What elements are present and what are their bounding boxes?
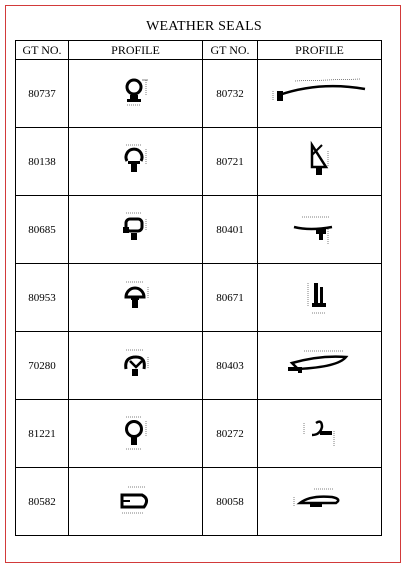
gt-number: 80685 — [16, 196, 69, 264]
profile-drawing-80272 — [258, 400, 382, 468]
gt-number: 80721 — [203, 128, 258, 196]
profile-drawing-80685 — [69, 196, 203, 264]
profile-drawing-80401 — [258, 196, 382, 264]
table-row — [16, 196, 382, 264]
profile-drawing-80732 — [258, 60, 382, 128]
profile-drawing-70280 — [69, 332, 203, 400]
gt-number: 81221 — [16, 400, 69, 468]
table-row — [16, 400, 382, 468]
gt-number: 80582 — [16, 468, 69, 536]
gt-number: 80732 — [203, 60, 258, 128]
weather-seals-table — [15, 40, 382, 536]
table-row — [16, 332, 382, 400]
table-row — [16, 468, 382, 536]
profile-drawing-80582 — [69, 468, 203, 536]
profile-drawing-81221 — [69, 400, 203, 468]
gt-number: 80272 — [203, 400, 258, 468]
gt-number: 80737 — [16, 60, 69, 128]
gt-number: 70280 — [16, 332, 69, 400]
table-row — [16, 264, 382, 332]
header-gt-no-left: GT NO. — [16, 41, 69, 60]
header-row — [16, 41, 382, 60]
gt-number: 80671 — [203, 264, 258, 332]
gt-number: 80058 — [203, 468, 258, 536]
profile-drawing-80671 — [258, 264, 382, 332]
table-row — [16, 60, 382, 128]
table-row — [16, 128, 382, 196]
header-gt-no-right: GT NO. — [203, 41, 258, 60]
profile-drawing-80138 — [69, 128, 203, 196]
gt-number: 80401 — [203, 196, 258, 264]
profile-drawing-80721 — [258, 128, 382, 196]
header-profile-right: PROFILE — [258, 41, 382, 60]
profile-drawing-80953 — [69, 264, 203, 332]
gt-number: 80953 — [16, 264, 69, 332]
gt-number: 80403 — [203, 332, 258, 400]
page-title: WEATHER SEALS — [146, 19, 262, 34]
profile-drawing-80737 — [69, 60, 203, 128]
header-profile-left: PROFILE — [69, 41, 203, 60]
profile-drawing-80403 — [258, 332, 382, 400]
profile-drawing-80058 — [258, 468, 382, 536]
gt-number: 80138 — [16, 128, 69, 196]
